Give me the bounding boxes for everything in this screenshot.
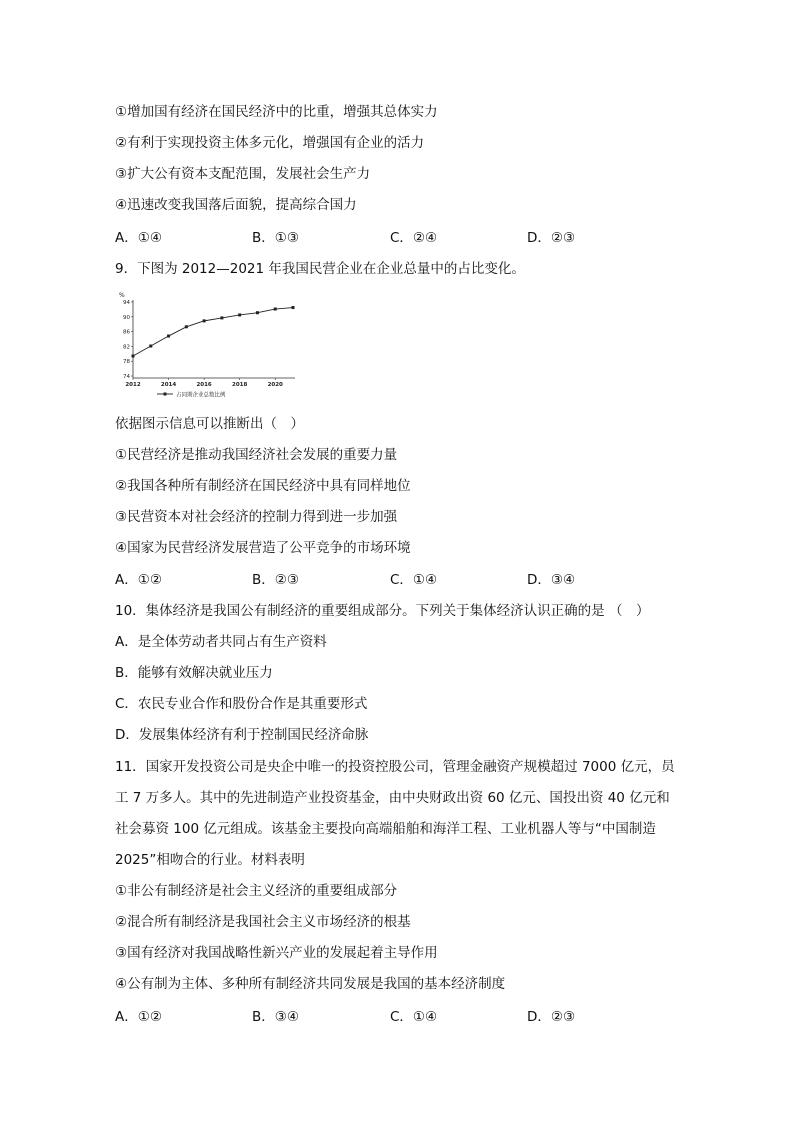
q9-item-4: ④国家为民营经济发展营造了公平竞争的市场环境 (115, 540, 411, 556)
q8-option-b: B．①③ (252, 230, 299, 246)
q11-item-4: ④公有制为主体、多种所有制经济共同发展是我国的基本经济制度 (115, 976, 506, 992)
q11-stem-line-2: 工 7 万多人。其中的先进制造产业投资基金，由中央财政出资 60 亿元、国投出资 40 亿元和 (115, 790, 670, 806)
legend-swatch-marker (164, 393, 167, 396)
chart-legend-label: 占同期企业总数比例 (176, 392, 226, 399)
q10-choice-d: D．发展集体经济有利于控制国民经济命脉 (115, 727, 369, 743)
q9-option-a: A．①② (115, 572, 162, 588)
chart-points (132, 306, 295, 357)
q8-option-c: C．②④ (390, 230, 438, 246)
q9-option-d: D．③④ (527, 572, 576, 588)
chart-y-unit: % (119, 292, 125, 299)
q8-item-4: ④迅速改变我国落后面貌，提高综合国力 (115, 197, 357, 213)
q11-item-3: ③国有经济对我国战略性新兴产业的发展起着主导作用 (115, 945, 438, 961)
q9-option-b: B．②③ (252, 572, 299, 588)
q11-option-d: D．②③ (527, 1009, 576, 1025)
chart-y-ticks (123, 300, 133, 380)
data-point (256, 311, 259, 314)
q9-item-1: ①民营经济是推动我国经济社会发展的重要力量 (115, 447, 398, 463)
q11-option-a: A．①② (115, 1009, 162, 1025)
q10-choice-c: C．农民专业合作和股份合作是其重要形式 (115, 696, 368, 712)
y-tick-label: 94 (123, 300, 130, 306)
data-point (220, 316, 223, 319)
x-tick-label: 2016 (196, 382, 212, 388)
q9-item-3: ③民营资本对社会经济的控制力得到进一步加强 (115, 509, 398, 525)
q9-option-c: C．①④ (390, 572, 438, 588)
q9-chart (115, 290, 300, 400)
q11-stem-line-3: 社会募资 100 亿元组成。该基金主要投向高端船舶和海洋工程、工业机器人等与“中国制造 (115, 821, 656, 837)
q8-option-a: A．①④ (115, 230, 162, 246)
x-tick-label: 2018 (232, 382, 248, 388)
q11-stem-line-4: 2025”相吻合的行业。材料表明 (115, 852, 305, 868)
x-tick-label: 2012 (125, 382, 141, 388)
data-point (132, 355, 135, 358)
x-tick-label: 2014 (160, 382, 177, 388)
q10-choice-b: B．能够有效解决就业压力 (115, 665, 273, 681)
q11-option-b: B．③④ (252, 1009, 299, 1025)
q9-stem: 9．下图为 2012—2021 年我国民营企业在企业总量中的占比变化。 (115, 261, 525, 277)
q8-item-3: ③扩大公有资本支配范围，发展社会生产力 (115, 166, 371, 182)
q8-item-1: ①增加国有经济在国民经济中的比重，增强其总体实力 (115, 104, 438, 120)
q11-item-2: ②混合所有制经济是我国社会主义市场经济的根基 (115, 914, 411, 930)
data-point (274, 308, 277, 311)
q9-question: 依据图示信息可以推断出（ ） (115, 416, 304, 432)
q10-stem: 10．集体经济是我国公有制经济的重要组成部分。下列关于集体经济认识正确的是 （ ） (115, 603, 650, 619)
data-point (203, 319, 206, 322)
data-point (185, 325, 188, 328)
q11-options (115, 1007, 675, 1027)
y-tick-label: 74 (123, 374, 130, 380)
q8-item-2: ②有利于实现投资主体多元化，增强国有企业的活力 (115, 135, 425, 151)
data-point (292, 306, 295, 309)
data-point (149, 345, 152, 348)
q11-option-c: C．①④ (390, 1009, 438, 1025)
q8-options (115, 228, 675, 248)
q8-option-d: D．②③ (527, 230, 576, 246)
q9-item-2: ②我国各种所有制经济在国民经济中具有同样地位 (115, 478, 411, 494)
data-point (238, 313, 241, 316)
q11-stem-line-1: 11．国家开发投资公司是央企中唯一的投资控股公司，管理金融资产规模超过 7000 亿元，员 (115, 759, 675, 775)
q10-choice-a: A．是全体劳动者共同占有生产资料 (115, 634, 327, 650)
y-tick-label: 90 (123, 314, 130, 321)
x-tick-label: 2020 (267, 382, 283, 388)
y-tick-label: 86 (123, 329, 130, 336)
chart-series-line (133, 308, 293, 356)
y-tick-label: 82 (123, 344, 130, 351)
q9-options (115, 570, 675, 590)
q11-item-1: ①非公有制经济是社会主义经济的重要组成部分 (115, 883, 398, 899)
y-tick-label: 78 (123, 359, 130, 366)
chart-x-ticks (125, 378, 283, 388)
data-point (167, 335, 170, 338)
